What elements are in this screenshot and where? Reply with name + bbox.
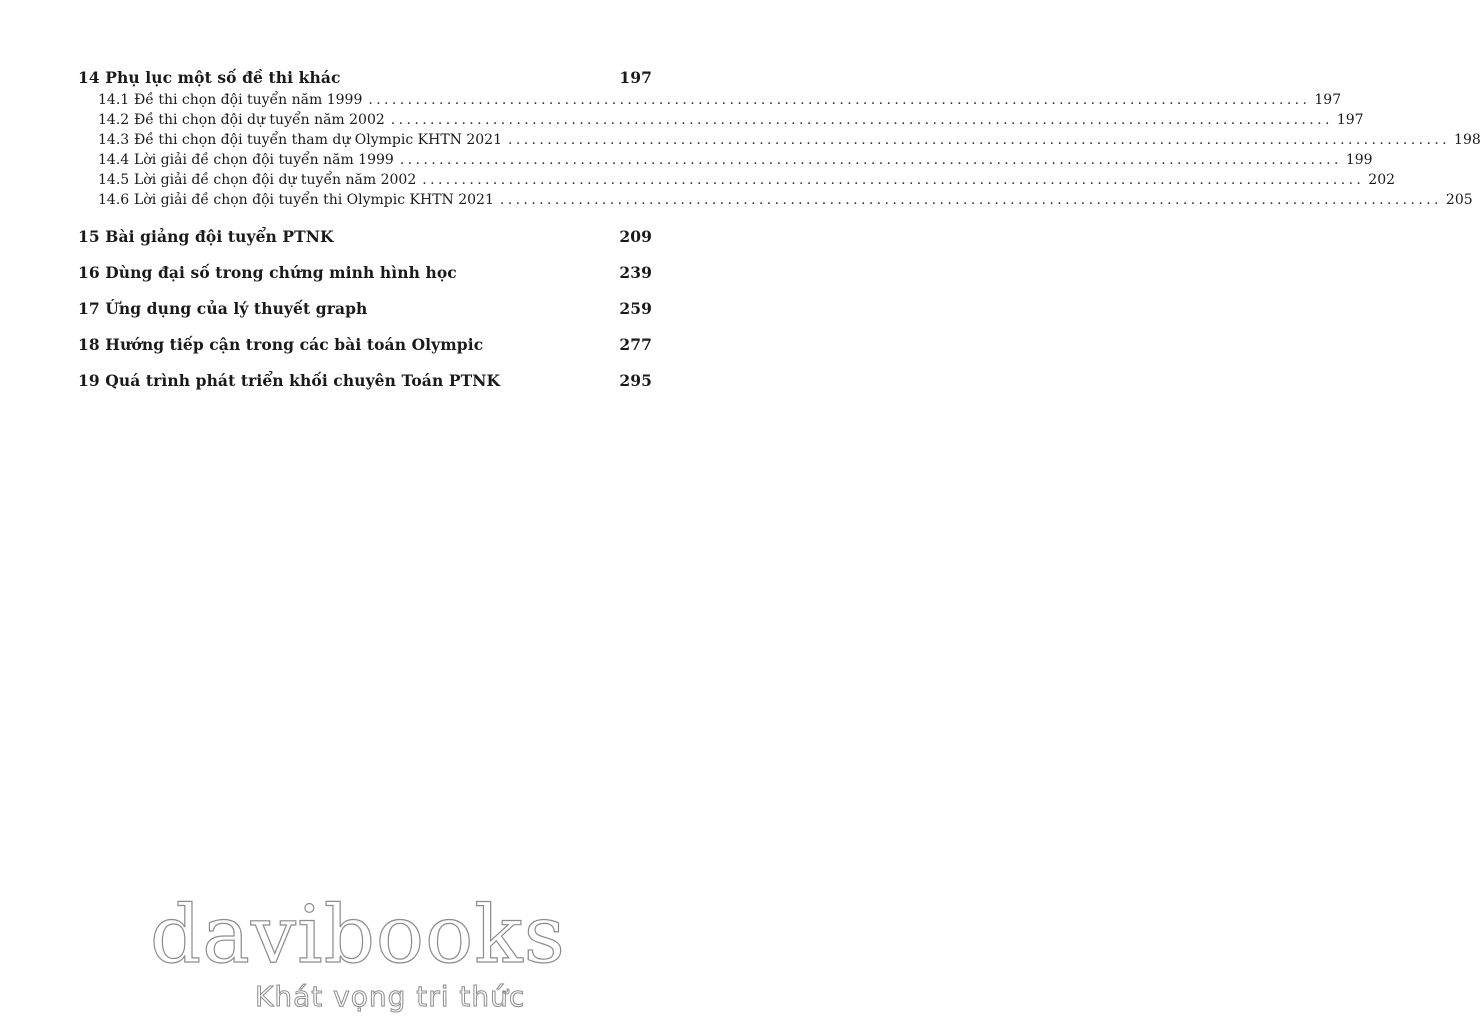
chapter-page: 295	[619, 371, 652, 390]
dot-leader: ........................................................................................................................	[422, 172, 1365, 188]
section-number: 14.1	[98, 92, 130, 108]
chapter-page: 209	[619, 227, 652, 246]
section-page: 205	[1445, 192, 1473, 208]
toc-section-14-1[interactable]	[78, 90, 1342, 110]
section-title: Đề thi chọn đội tuyển năm 1999	[134, 92, 363, 108]
dot-leader: ........................................................................................................................	[368, 92, 1311, 108]
watermark-logo: davibooks	[150, 888, 566, 981]
section-number: 14.6	[98, 192, 130, 208]
chapter-page: 197	[619, 68, 652, 87]
toc-chapter-19[interactable]	[78, 371, 652, 390]
publisher-watermark	[150, 888, 566, 1013]
toc-chapter-15[interactable]	[78, 227, 652, 246]
section-page: 197	[1314, 92, 1342, 108]
toc-section-14-4[interactable]	[78, 150, 1373, 170]
toc-section-14-6[interactable]	[78, 190, 1473, 210]
section-number: 14.4	[98, 152, 130, 168]
section-title: Đề thi chọn đội dự tuyển năm 2002	[134, 112, 385, 128]
toc-section-14-5[interactable]	[78, 170, 1396, 190]
toc-chapter-18[interactable]	[78, 335, 652, 354]
dot-leader: ........................................................................................................................	[390, 112, 1333, 128]
chapter-page: 259	[619, 299, 652, 318]
section-title: Lời giải đề chọn đội tuyển năm 1999	[134, 152, 394, 168]
toc-chapter-14[interactable]	[78, 68, 652, 87]
dot-leader: ........................................................................................................................	[499, 192, 1442, 208]
dot-leader: ........................................................................................................................	[399, 152, 1342, 168]
chapter-title: 19 Quá trình phát triển khối chuyên Toán PTNK	[78, 371, 501, 390]
section-title: Đề thi chọn đội tuyển tham dự Olympic KHTN 2021	[134, 132, 502, 148]
section-page: 197	[1336, 112, 1364, 128]
toc-chapter-16[interactable]	[78, 263, 652, 282]
dot-leader: ........................................................................................................................	[508, 132, 1451, 148]
section-number: 14.2	[98, 112, 130, 128]
chapter-title: 18 Hướng tiếp cận trong các bài toán Olympic	[78, 335, 484, 354]
section-page: 202	[1368, 172, 1396, 188]
section-page: 198	[1454, 132, 1481, 148]
chapter-title: 15 Bài giảng đội tuyển PTNK	[78, 227, 334, 246]
section-number: 14.3	[98, 132, 130, 148]
section-number: 14.5	[98, 172, 130, 188]
table-of-contents	[78, 68, 1481, 390]
chapter-page: 239	[619, 263, 652, 282]
chapter-page: 277	[619, 335, 652, 354]
section-title: Lời giải đề chọn đội dự tuyển năm 2002	[134, 172, 417, 188]
toc-section-14-3[interactable]	[78, 130, 1481, 150]
section-title: Lời giải đề chọn đội tuyển thi Olympic KHTN 2021	[134, 192, 494, 208]
section-page: 199	[1345, 152, 1373, 168]
toc-chapter-17[interactable]	[78, 299, 652, 318]
chapter-title: 16 Dùng đại số trong chứng minh hình học	[78, 263, 457, 282]
chapter-title: 17 Ứng dụng của lý thuyết graph	[78, 299, 368, 318]
watermark-slogan: Khát vọng tri thức	[255, 980, 526, 1013]
toc-section-14-2[interactable]	[78, 110, 1364, 130]
chapter-title: 14 Phụ lục một số đề thi khác	[78, 68, 341, 87]
